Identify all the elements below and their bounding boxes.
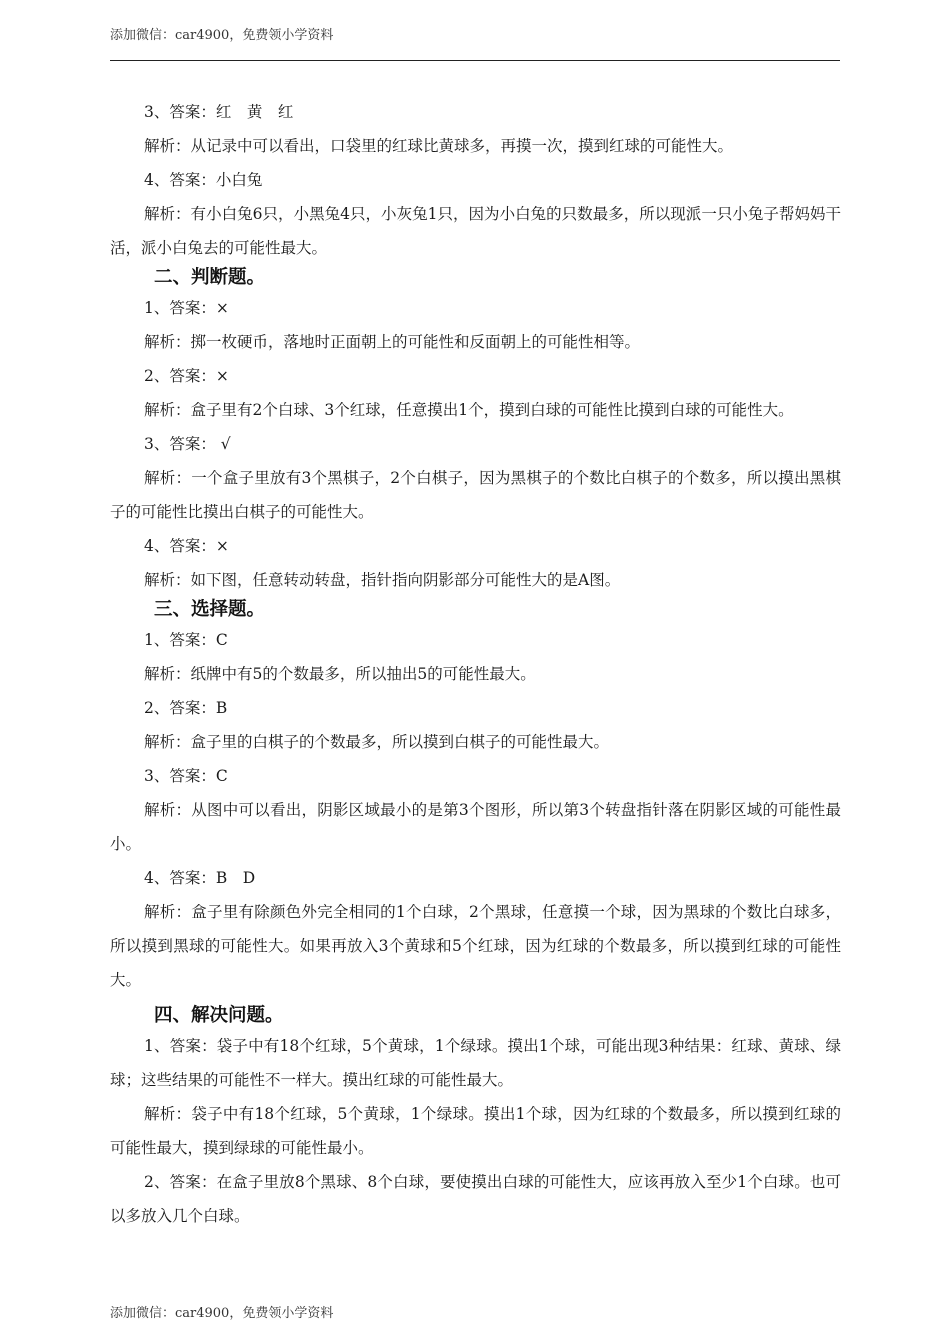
sec4-answer-1: 1、答案：袋子中有18个红球，5个黄球，1个绿球。摸出1个球，可能出现3种结果：红球、黄球、绿球；这些结果的可能性不一样大。摸出红球的可能性最大。 [110, 1037, 841, 1089]
sec3-explanation-1: 解析：纸牌中有5的个数最多，所以抽出5的可能性最大。 [144, 665, 536, 683]
sec3-explanation-2: 解析：盒子里的白棋子的个数最多，所以摸到白棋子的可能性最大。 [144, 733, 610, 751]
sec2-answer-3: 3、答案： √ [144, 435, 231, 453]
sec3-answer-2: 2、答案：B [144, 699, 228, 717]
sec3-explanation-4: 解析：盒子里有除颜色外完全相同的1个白球，2个黑球，任意摸一个球，因为黑球的个数比白球多，所以摸到黑球的可能性大。如果再放入3个黄球和5个红球，因为红球的个数最多，所以摸到红球的可能性大。 [110, 903, 841, 989]
section-title-judgement: 二、判断题。 [154, 267, 266, 288]
page-footer: 添加微信：car4900，免费领小学资料 [110, 1306, 334, 1321]
sec1-answer-3: 3、答案：红 黄 红 [144, 103, 294, 121]
sec1-answer-4: 4、答案：小白兔 [144, 171, 263, 189]
sec2-answer-1: 1、答案：× [144, 299, 229, 317]
sec4-explanation-1: 解析：袋子中有18个红球，5个黄球，1个绿球。摸出1个球，因为红球的个数最多，所以摸到红球的可能性最大，摸到绿球的可能性最小。 [110, 1105, 841, 1157]
sec2-answer-2: 2、答案：× [144, 367, 229, 385]
sec3-answer-3: 3、答案：C [144, 767, 228, 785]
sec2-explanation-4: 解析：如下图，任意转动转盘，指针指向阴影部分可能性大的是A图。 [144, 571, 621, 589]
document-body [110, 95, 841, 1233]
sec1-explanation-3: 解析：从记录中可以看出，口袋里的红球比黄球多，再摸一次，摸到红球的可能性大。 [144, 137, 734, 155]
section-title-choice: 三、选择题。 [154, 599, 266, 620]
sec2-answer-4: 4、答案：× [144, 537, 229, 555]
sec2-explanation-3: 解析：一个盒子里放有3个黑棋子，2个白棋子，因为黑棋子的个数比白棋子的个数多，所以摸出黑棋子的可能性比摸出白棋子的可能性大。 [110, 469, 841, 521]
sec3-answer-1: 1、答案：C [144, 631, 228, 649]
sec3-answer-4: 4、答案：B D [144, 869, 256, 887]
page-header: 添加微信：car4900，免费领小学资料 [110, 28, 334, 43]
sec4-answer-2: 2、答案：在盒子里放8个黑球、8个白球，要使摸出白球的可能性大，应该再放入至少1个白球。也可以多放入几个白球。 [110, 1173, 841, 1225]
sec3-explanation-3: 解析：从图中可以看出，阴影区域最小的是第3个图形，所以第3个转盘指针落在阴影区域的可能性最小。 [110, 801, 841, 853]
section-title-problem-solving: 四、解决问题。 [154, 1005, 284, 1026]
sec2-explanation-1: 解析：掷一枚硬币，落地时正面朝上的可能性和反面朝上的可能性相等。 [144, 333, 641, 351]
sec1-explanation-4: 解析：有小白兔6只，小黑兔4只，小灰兔1只，因为小白兔的只数最多，所以现派一只小兔子帮妈妈干活，派小白兔去的可能性最大。 [110, 205, 841, 257]
sec2-explanation-2: 解析：盒子里有2个白球、3个红球，任意摸出1个，摸到白球的可能性比摸到白球的可能性大。 [144, 401, 794, 419]
header-divider [110, 60, 840, 61]
